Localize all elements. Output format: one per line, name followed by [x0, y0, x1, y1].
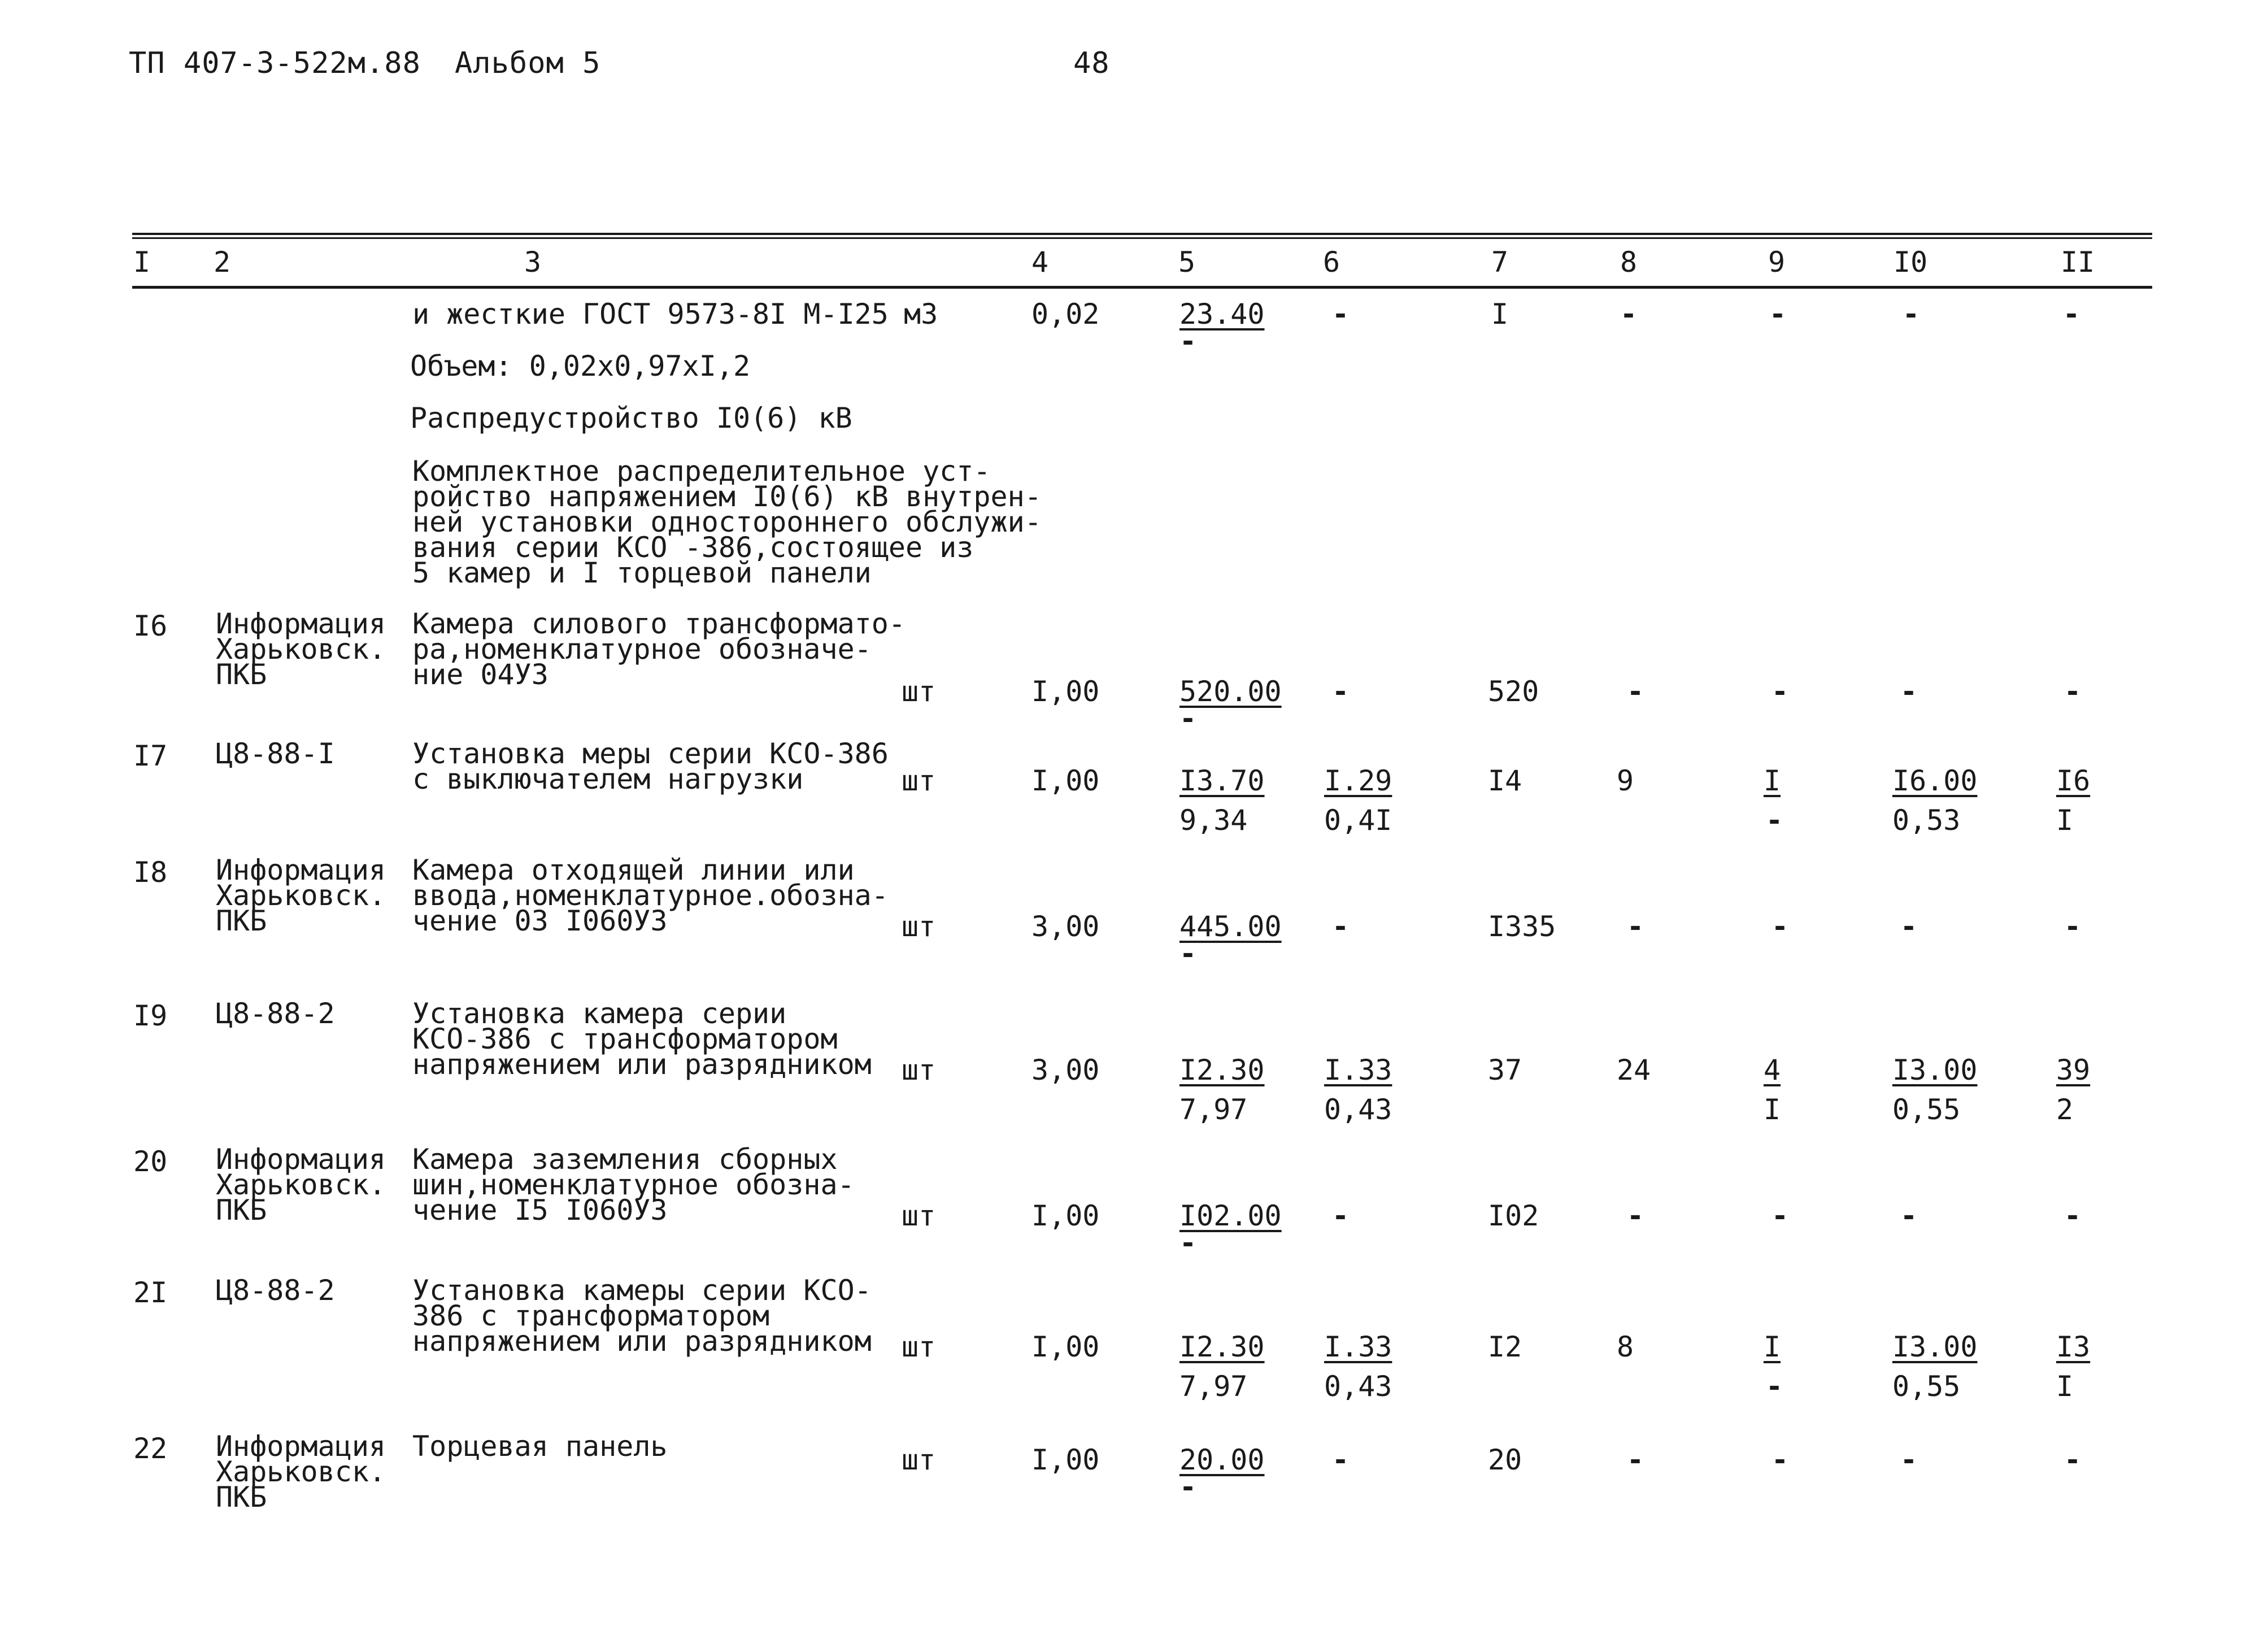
- row-c10-bottom: 0,55: [1892, 1093, 1961, 1126]
- col-header-8: 8: [1620, 246, 1638, 279]
- row-c7: 520: [1488, 675, 1539, 708]
- row-c8: 8: [1617, 1330, 1634, 1363]
- row-c11-top: -: [2064, 1199, 2082, 1232]
- row-c6-top: -: [1332, 1443, 1350, 1476]
- row-c10-top: -: [1900, 1443, 1918, 1476]
- row-quantity: I,00: [1031, 764, 1100, 797]
- row-c9-bottom: -: [1766, 1370, 1783, 1403]
- row-unit: шт: [902, 764, 936, 797]
- row-unit: шт: [902, 1330, 936, 1363]
- row-price-bottom: -: [1179, 1471, 1197, 1503]
- row-c7: 20: [1488, 1443, 1522, 1476]
- col-header-1: I: [133, 246, 151, 279]
- row-source: Информация Харьковск. ПКБ: [216, 1430, 386, 1514]
- row-price-bottom: 7,97: [1179, 1093, 1248, 1126]
- row-quantity: 3,00: [1031, 910, 1100, 943]
- continuation-c8: -: [1620, 298, 1638, 331]
- row-number: 22: [133, 1432, 168, 1465]
- continuation-unit: м3: [904, 298, 938, 331]
- row-c10-top: -: [1900, 1199, 1918, 1232]
- row-c11-top: I3: [2056, 1330, 2091, 1363]
- row-c11-bottom: I: [2056, 1370, 2074, 1403]
- row-number: I8: [133, 856, 168, 889]
- row-number: I6: [133, 610, 168, 642]
- row-description: Камера силового трансформато- ра,номенклатурное обозначе- ние 04У3: [412, 607, 906, 691]
- row-price-bottom: 7,97: [1179, 1370, 1248, 1403]
- row-c6-bottom: 0,43: [1324, 1093, 1392, 1126]
- row-c8: -: [1627, 910, 1644, 943]
- row-c9-bottom: I: [1764, 1093, 1781, 1126]
- row-c6-top: -: [1332, 1199, 1350, 1232]
- page-number: 48: [1073, 46, 1110, 80]
- row-quantity: 3,00: [1031, 1054, 1100, 1086]
- row-source: Информация Харьковск. ПКБ: [216, 854, 386, 937]
- continuation-qty: 0,02: [1031, 298, 1100, 331]
- doc-code: ТП 407-3-522м.88: [129, 46, 421, 80]
- col-header-3: 3: [524, 246, 542, 279]
- row-number: I7: [133, 740, 168, 772]
- row-description: Установка камера серии КСО-386 с трансформатором напряжением или разрядником: [412, 997, 872, 1081]
- row-c9-bottom: -: [1766, 804, 1783, 837]
- row-c9-top: I: [1764, 1330, 1781, 1363]
- row-price-top: I2.30: [1179, 1054, 1265, 1086]
- row-description: Торцевая панель: [412, 1430, 668, 1463]
- row-c6-top: I.29: [1324, 764, 1392, 797]
- row-price-top: I02.00: [1179, 1199, 1282, 1232]
- row-c10-top: I6.00: [1892, 764, 1978, 797]
- row-c9-top: I: [1764, 764, 1781, 797]
- col-header-10: I0: [1893, 246, 1928, 279]
- row-c11-top: -: [2064, 675, 2082, 708]
- row-description: Камера отходящей линии или ввода,номенклатурное.обозна- чение 03 I060У3: [412, 854, 889, 937]
- row-c11-top: -: [2064, 1443, 2082, 1476]
- row-price-top: I2.30: [1179, 1330, 1265, 1363]
- row-unit: шт: [902, 1054, 936, 1086]
- row-c9-top: -: [1771, 675, 1789, 708]
- row-price-bottom: -: [1179, 702, 1197, 735]
- row-c10-top: -: [1900, 675, 1918, 708]
- row-quantity: I,00: [1031, 675, 1100, 708]
- row-c6-top: I.33: [1324, 1330, 1392, 1363]
- table-header-rule: [132, 286, 2152, 289]
- row-c7: I4: [1488, 764, 1522, 797]
- row-c7: I335: [1488, 910, 1556, 943]
- row-unit: шт: [902, 675, 936, 708]
- col-header-6: 6: [1323, 246, 1340, 279]
- row-c8: -: [1627, 1443, 1644, 1476]
- col-header-2: 2: [214, 246, 231, 279]
- row-description: Установка камеры серии КСО- 386 с трансформатором напряжением или разрядником: [412, 1274, 872, 1358]
- row-price-top: 445.00: [1179, 910, 1282, 943]
- continuation-price-bottom: -: [1179, 325, 1197, 358]
- continuation-c11: -: [2063, 298, 2080, 331]
- row-c9-top: 4: [1764, 1054, 1781, 1086]
- row-c11-top: 39: [2056, 1054, 2091, 1086]
- row-c6-top: I.33: [1324, 1054, 1392, 1086]
- col-header-11: II: [2061, 246, 2095, 279]
- section-title: Распредустройство I0(6) кВ: [410, 402, 852, 434]
- row-unit: шт: [902, 910, 936, 943]
- row-c8: -: [1627, 675, 1644, 708]
- continuation-c9: -: [1769, 298, 1787, 331]
- col-header-5: 5: [1178, 246, 1196, 279]
- row-c8: 9: [1617, 764, 1634, 797]
- row-price-top: 520.00: [1179, 675, 1282, 708]
- continuation-c6: -: [1332, 298, 1350, 331]
- table-top-rule-2: [132, 237, 2152, 239]
- row-number: I9: [133, 999, 168, 1032]
- row-c11-bottom: I: [2056, 804, 2074, 837]
- row-price-bottom: -: [1179, 1227, 1197, 1259]
- row-price-bottom: -: [1179, 937, 1197, 970]
- section-description: Комплектное распределительное уст- ройство напряжением I0(6) кВ внутрен- ней установки одностороннего обслужи- вания серии КСО -386,состоящее из 5 камер и I торцевой панели: [412, 455, 1042, 589]
- row-description: Камера заземления сборных шин,номенклатурное обозна- чение I5 I060У3: [412, 1143, 855, 1227]
- row-c9-top: -: [1771, 910, 1789, 943]
- row-price-top: 20.00: [1179, 1443, 1265, 1476]
- row-c7: I2: [1488, 1330, 1522, 1363]
- row-c10-top: I3.00: [1892, 1054, 1978, 1086]
- row-c8: -: [1627, 1199, 1644, 1232]
- row-c7: I02: [1488, 1199, 1539, 1232]
- row-source: Ц8-88-2: [216, 1274, 335, 1307]
- continuation-price-top: 23.40: [1179, 298, 1265, 331]
- row-price-top: I3.70: [1179, 764, 1265, 797]
- row-source: Ц8-88-I: [216, 737, 335, 770]
- row-c6-top: -: [1332, 675, 1350, 708]
- row-quantity: I,00: [1031, 1199, 1100, 1232]
- continuation-desc: и жесткие ГОСТ 9573-8I М-I25: [412, 298, 889, 331]
- row-c7: 37: [1488, 1054, 1522, 1086]
- table-top-rule: [132, 233, 2152, 235]
- row-price-bottom: 9,34: [1179, 804, 1248, 837]
- row-c11-top: I6: [2056, 764, 2091, 797]
- row-unit: шт: [902, 1443, 936, 1476]
- continuation-c7: I: [1491, 298, 1509, 331]
- row-c6-top: -: [1332, 910, 1350, 943]
- col-header-9: 9: [1768, 246, 1786, 279]
- row-description: Установка меры серии КСО-386 с выключателем нагрузки: [412, 737, 889, 795]
- row-number: 2I: [133, 1276, 168, 1309]
- row-c9-top: -: [1771, 1199, 1789, 1232]
- continuation-c10: -: [1903, 298, 1920, 331]
- row-source: Ц8-88-2: [216, 997, 335, 1030]
- row-source: Информация Харьковск. ПКБ: [216, 607, 386, 691]
- row-c9-top: -: [1771, 1443, 1789, 1476]
- col-header-4: 4: [1031, 246, 1049, 279]
- row-c10-bottom: 0,55: [1892, 1370, 1961, 1403]
- volume-line: Объем: 0,02х0,97хI,2: [410, 350, 751, 382]
- row-c10-top: I3.00: [1892, 1330, 1978, 1363]
- row-source: Информация Харьковск. ПКБ: [216, 1143, 386, 1227]
- row-c11-bottom: 2: [2056, 1093, 2074, 1126]
- row-c10-top: -: [1900, 910, 1918, 943]
- row-c6-bottom: 0,43: [1324, 1370, 1392, 1403]
- row-c6-bottom: 0,4I: [1324, 804, 1392, 837]
- row-c11-top: -: [2064, 910, 2082, 943]
- row-number: 20: [133, 1145, 168, 1178]
- row-quantity: I,00: [1031, 1330, 1100, 1363]
- row-c10-bottom: 0,53: [1892, 804, 1961, 837]
- col-header-7: 7: [1491, 246, 1509, 279]
- row-unit: шт: [902, 1199, 936, 1232]
- album-label: Альбом 5: [455, 46, 601, 80]
- row-quantity: I,00: [1031, 1443, 1100, 1476]
- row-c8: 24: [1617, 1054, 1651, 1086]
